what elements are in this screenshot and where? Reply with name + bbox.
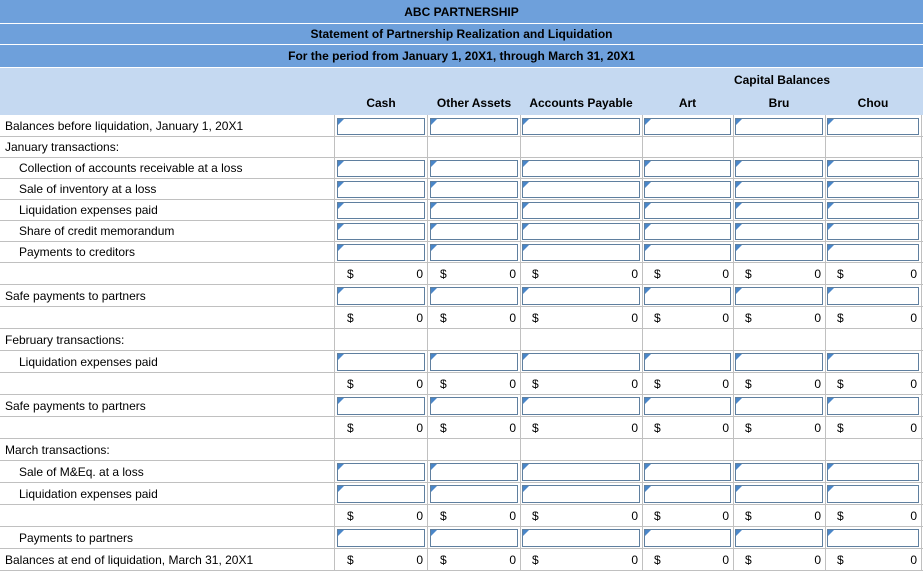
cell-input-bru[interactable] <box>735 397 823 415</box>
dollar-sign: $ <box>837 553 844 567</box>
cell-input-other-assets[interactable] <box>430 287 518 305</box>
cell-input-art[interactable] <box>644 353 731 371</box>
dollar-sign: $ <box>837 267 844 281</box>
row-label: Payments to creditors <box>19 245 136 259</box>
dollar-sign: $ <box>347 267 354 281</box>
total-value: 0 <box>509 311 516 325</box>
total-value: 0 <box>416 553 423 567</box>
dollar-sign: $ <box>654 421 661 435</box>
cell-input-bru[interactable] <box>735 118 823 135</box>
cell-input-cash[interactable] <box>337 287 425 305</box>
row-label: Liquidation expenses paid <box>19 355 158 369</box>
cell-input-chou[interactable] <box>827 397 919 415</box>
cell-input-bru[interactable] <box>735 244 823 261</box>
total-value: 0 <box>631 553 638 567</box>
grid-line <box>733 115 734 571</box>
total-value: 0 <box>910 311 917 325</box>
cell-input-chou[interactable] <box>827 181 919 198</box>
cell-input-cash[interactable] <box>337 118 425 135</box>
grid-line <box>427 115 428 571</box>
cell-input-bru[interactable] <box>735 529 823 547</box>
dollar-sign: $ <box>745 311 752 325</box>
dollar-sign: $ <box>837 421 844 435</box>
dollar-sign: $ <box>440 267 447 281</box>
row-label: Sale of inventory at a loss <box>19 182 157 196</box>
total-value: 0 <box>814 553 821 567</box>
cell-input-chou[interactable] <box>827 463 919 481</box>
statement-title: Statement of Partnership Realization and Liquidation <box>0 24 923 45</box>
dollar-sign: $ <box>654 509 661 523</box>
dollar-sign: $ <box>654 311 661 325</box>
total-value: 0 <box>416 421 423 435</box>
cell-input-art[interactable] <box>644 244 731 261</box>
row-label: Sale of M&Eq. at a loss <box>19 465 144 479</box>
cell-input-accounts-payable[interactable] <box>522 223 640 240</box>
row-label: Safe payments to partners <box>5 399 146 413</box>
dollar-sign: $ <box>440 421 447 435</box>
cell-input-chou[interactable] <box>827 529 919 547</box>
cell-input-art[interactable] <box>644 287 731 305</box>
cell-input-cash[interactable] <box>337 529 425 547</box>
cell-input-art[interactable] <box>644 397 731 415</box>
cell-input-accounts-payable[interactable] <box>522 463 640 481</box>
dollar-sign: $ <box>745 421 752 435</box>
row-label: Collection of accounts receivable at a loss <box>19 161 243 175</box>
cell-input-art[interactable] <box>644 223 731 240</box>
total-value: 0 <box>631 311 638 325</box>
cell-input-bru[interactable] <box>735 181 823 198</box>
total-value: 0 <box>509 509 516 523</box>
cell-input-art[interactable] <box>644 202 731 219</box>
cell-input-art[interactable] <box>644 160 731 177</box>
total-value: 0 <box>509 267 516 281</box>
dollar-sign: $ <box>532 421 539 435</box>
column-header-bru: Bru <box>768 96 790 110</box>
cell-input-accounts-payable[interactable] <box>522 118 640 135</box>
cell-input-cash[interactable] <box>337 485 425 503</box>
total-value: 0 <box>910 509 917 523</box>
column-header-cash: Cash <box>366 96 396 110</box>
cell-input-other-assets[interactable] <box>430 244 518 261</box>
row-label: Payments to partners <box>19 531 134 545</box>
row-divider <box>0 526 923 527</box>
cell-input-other-assets[interactable] <box>430 485 518 503</box>
cell-input-other-assets[interactable] <box>430 160 518 177</box>
total-value: 0 <box>910 553 917 567</box>
cell-input-accounts-payable[interactable] <box>522 287 640 305</box>
capital-balances-label: Capital Balances <box>733 73 831 87</box>
cell-input-art[interactable] <box>644 463 731 481</box>
cell-input-chou[interactable] <box>827 223 919 240</box>
cell-input-chou[interactable] <box>827 353 919 371</box>
total-value: 0 <box>910 267 917 281</box>
total-value: 0 <box>631 267 638 281</box>
cell-input-bru[interactable] <box>735 353 823 371</box>
grid-line <box>921 115 922 571</box>
cell-input-cash[interactable] <box>337 353 425 371</box>
cell-input-accounts-payable[interactable] <box>522 160 640 177</box>
total-value: 0 <box>722 553 729 567</box>
cell-input-other-assets[interactable] <box>430 181 518 198</box>
total-value: 0 <box>416 377 423 391</box>
cell-input-bru[interactable] <box>735 160 823 177</box>
cell-input-accounts-payable[interactable] <box>522 202 640 219</box>
total-value: 0 <box>722 267 729 281</box>
cell-input-other-assets[interactable] <box>430 463 518 481</box>
period-title: For the period from January 1, 20X1, through March 31, 20X1 <box>0 45 923 68</box>
row-label: Balances at end of liquidation, March 31, 20X1 <box>5 553 254 567</box>
dollar-sign: $ <box>532 311 539 325</box>
cell-input-other-assets[interactable] <box>430 223 518 240</box>
dollar-sign: $ <box>532 267 539 281</box>
cell-input-accounts-payable[interactable] <box>522 353 640 371</box>
row-label: Share of credit memorandum <box>19 224 175 238</box>
cell-input-art[interactable] <box>644 529 731 547</box>
cell-input-cash[interactable] <box>337 202 425 219</box>
column-header-chou: Chou <box>857 96 889 110</box>
row-divider <box>0 328 923 329</box>
dollar-sign: $ <box>440 553 447 567</box>
column-header-other-assets: Other Assets <box>436 96 512 110</box>
total-value: 0 <box>509 553 516 567</box>
total-value: 0 <box>416 267 423 281</box>
cell-input-accounts-payable[interactable] <box>522 397 640 415</box>
cell-input-other-assets[interactable] <box>430 529 518 547</box>
total-value: 0 <box>910 421 917 435</box>
dollar-sign: $ <box>745 553 752 567</box>
cell-input-art[interactable] <box>644 181 731 198</box>
total-value: 0 <box>416 509 423 523</box>
dollar-sign: $ <box>745 509 752 523</box>
cell-input-cash[interactable] <box>337 223 425 240</box>
dollar-sign: $ <box>347 553 354 567</box>
cell-input-other-assets[interactable] <box>430 202 518 219</box>
row-label: February transactions: <box>5 333 125 347</box>
dollar-sign: $ <box>837 509 844 523</box>
total-value: 0 <box>631 509 638 523</box>
dollar-sign: $ <box>654 267 661 281</box>
total-value: 0 <box>722 377 729 391</box>
dollar-sign: $ <box>745 267 752 281</box>
cell-input-chou[interactable] <box>827 202 919 219</box>
dollar-sign: $ <box>532 377 539 391</box>
cell-input-bru[interactable] <box>735 287 823 305</box>
dollar-sign: $ <box>654 553 661 567</box>
dollar-sign: $ <box>837 377 844 391</box>
total-value: 0 <box>631 377 638 391</box>
cell-input-cash[interactable] <box>337 244 425 261</box>
row-label: Liquidation expenses paid <box>19 487 158 501</box>
dollar-sign: $ <box>532 553 539 567</box>
total-value: 0 <box>814 267 821 281</box>
company-title: ABC PARTNERSHIP <box>0 0 923 24</box>
total-value: 0 <box>814 421 821 435</box>
cell-input-bru[interactable] <box>735 223 823 240</box>
row-divider <box>0 438 923 439</box>
cell-input-other-assets[interactable] <box>430 397 518 415</box>
cell-input-accounts-payable[interactable] <box>522 529 640 547</box>
row-label: Liquidation expenses paid <box>19 203 158 217</box>
cell-input-other-assets[interactable] <box>430 118 518 135</box>
row-label: Safe payments to partners <box>5 289 146 303</box>
cell-input-chou[interactable] <box>827 160 919 177</box>
total-value: 0 <box>814 377 821 391</box>
total-value: 0 <box>509 377 516 391</box>
total-value: 0 <box>722 509 729 523</box>
dollar-sign: $ <box>347 421 354 435</box>
grid-line <box>642 115 643 571</box>
cell-input-bru[interactable] <box>735 463 823 481</box>
dollar-sign: $ <box>440 377 447 391</box>
total-value: 0 <box>722 311 729 325</box>
cell-input-chou[interactable] <box>827 118 919 135</box>
cell-input-art[interactable] <box>644 118 731 135</box>
column-header-accounts-payable: Accounts Payable <box>529 96 633 110</box>
cell-input-other-assets[interactable] <box>430 353 518 371</box>
dollar-sign: $ <box>745 377 752 391</box>
cell-input-chou[interactable] <box>827 287 919 305</box>
row-label: January transactions: <box>5 140 120 154</box>
total-value: 0 <box>814 509 821 523</box>
dollar-sign: $ <box>654 377 661 391</box>
total-value: 0 <box>910 377 917 391</box>
dollar-sign: $ <box>440 311 447 325</box>
cell-input-cash[interactable] <box>337 160 425 177</box>
grid-line <box>520 115 521 571</box>
cell-input-cash[interactable] <box>337 181 425 198</box>
cell-input-accounts-payable[interactable] <box>522 244 640 261</box>
cell-input-bru[interactable] <box>735 202 823 219</box>
column-header-art: Art <box>678 96 697 110</box>
dollar-sign: $ <box>532 509 539 523</box>
cell-input-bru[interactable] <box>735 485 823 503</box>
cell-input-accounts-payable[interactable] <box>522 181 640 198</box>
cell-input-chou[interactable] <box>827 485 919 503</box>
cell-input-cash[interactable] <box>337 397 425 415</box>
cell-input-cash[interactable] <box>337 463 425 481</box>
row-label: Balances before liquidation, January 1, 20X1 <box>5 119 244 133</box>
total-value: 0 <box>814 311 821 325</box>
total-value: 0 <box>509 421 516 435</box>
grid-line <box>334 115 335 571</box>
dollar-sign: $ <box>347 311 354 325</box>
total-value: 0 <box>722 421 729 435</box>
dollar-sign: $ <box>440 509 447 523</box>
cell-input-art[interactable] <box>644 485 731 503</box>
total-value: 0 <box>416 311 423 325</box>
cell-input-chou[interactable] <box>827 244 919 261</box>
grid-line <box>825 115 826 571</box>
cell-input-accounts-payable[interactable] <box>522 485 640 503</box>
dollar-sign: $ <box>837 311 844 325</box>
dollar-sign: $ <box>347 377 354 391</box>
dollar-sign: $ <box>347 509 354 523</box>
total-value: 0 <box>631 421 638 435</box>
row-divider <box>0 262 923 263</box>
row-label: March transactions: <box>5 443 110 457</box>
